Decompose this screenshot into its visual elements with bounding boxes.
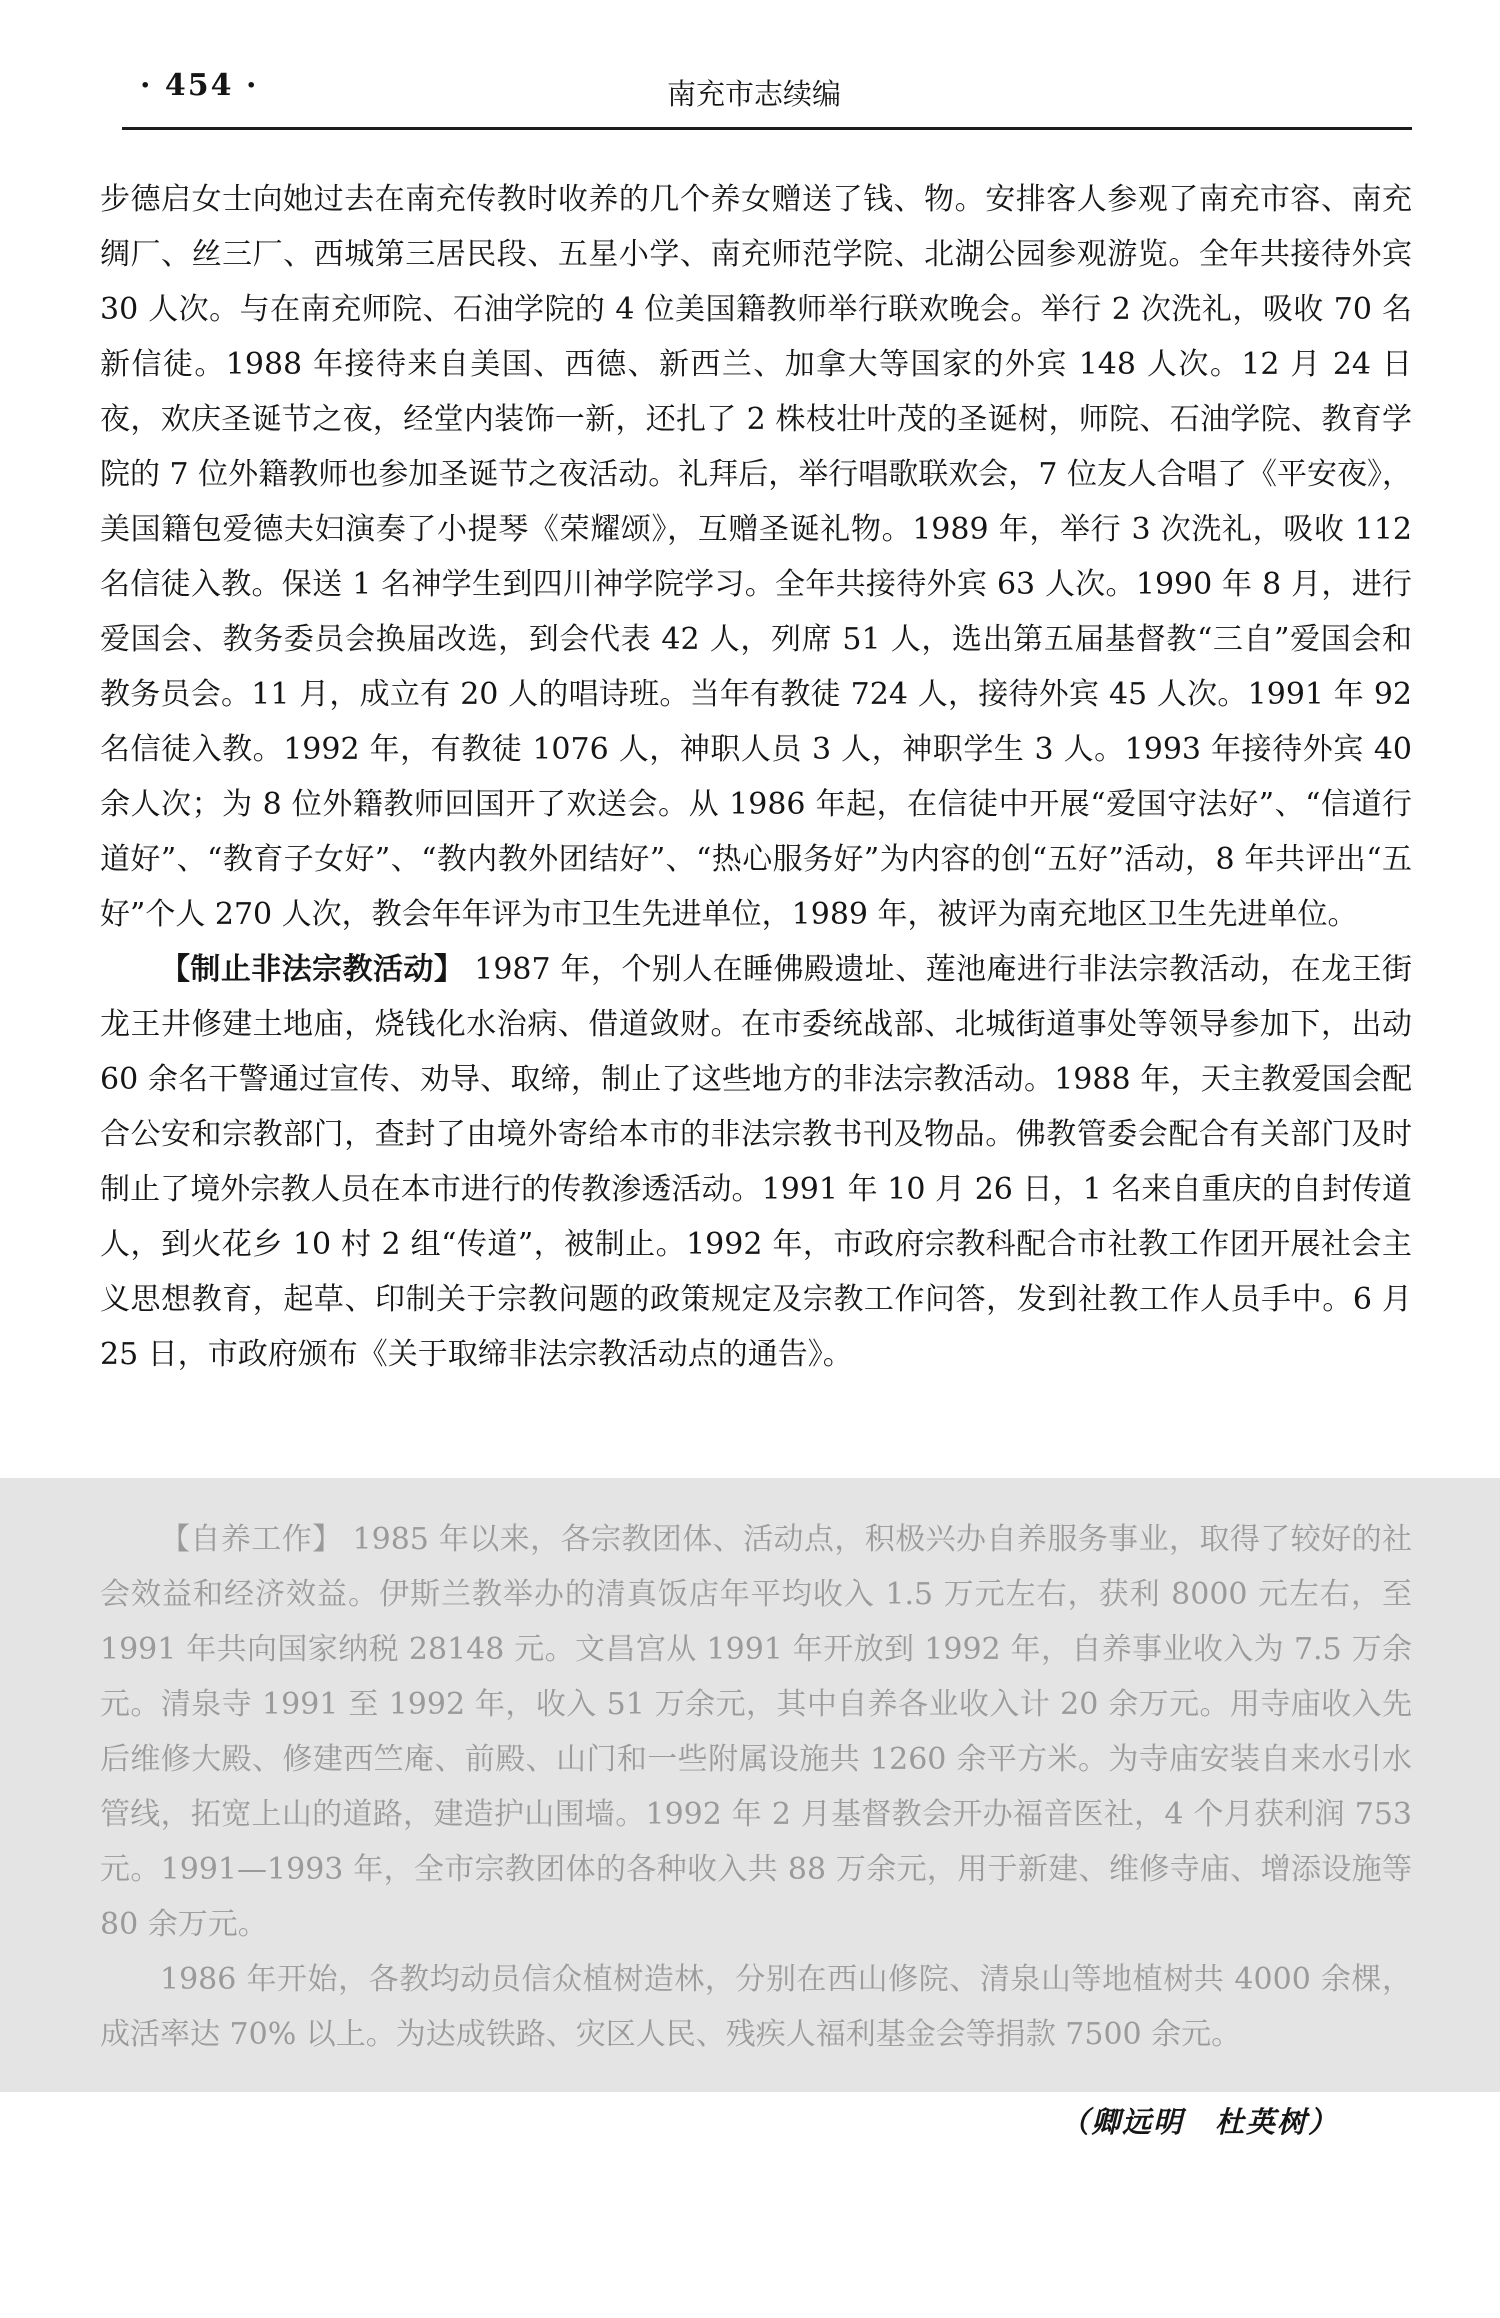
main-text [100,172,1412,1382]
paragraph-self-support [100,1512,1412,1952]
author-byline: （卿远明 杜英树） [1060,2105,1340,2139]
paragraph-tree-planting: 1986 年开始，各教均动员信众植树造林，分别在西山修院、清泉山等地植树共 4000 余棵，成活率达 70% 以上。为达成铁路、灾区人民、残疾人福利基金会等捐款 7500 余元。 [100,1962,1412,2052]
paragraph-illegal-religious-activities [100,942,1412,1382]
paragraph-text: 1985 年以来，各宗教团体、活动点，积极兴办自养服务事业，取得了较好的社会效益和经济效益。伊斯兰教举办的清真饭店年平均收入 1.5 万元左右，获利 8000 元左右，至 1991 年共向国家纳税 28148 元。文昌宫从 1991 年开放到 1992 年，自养事业收入为 7.5 万余元。清泉寺 1991 至 1992 年，收入 51 万余元，其中自养各业收入计 20 余万元。用寺庙收入先后维修大殿、修建西竺庵、前殿、山门和一些附属设施共 1260 余平方米。为寺庙安装自来水引水管线，拓宽上山的道路，建造护山围墙。1992 年 2 月基督教会开办福音医社，4 个月获利润 753 元。1991—1993 年，全市宗教团体的各种收入共 88 万余元，用于新建、维修寺庙、增添设施等 80 余万元。 [100,1522,1413,1942]
page-number: · 454 · [140,68,259,103]
faded-text-block [100,1512,1412,2062]
running-title: 南充市志续编 [667,77,842,111]
paragraph-christian-activities: 步德启女士向她过去在南充传教时收养的几个养女赠送了钱、物。安排客人参观了南充市容、南充绸厂、丝三厂、西城第三居民段、五星小学、南充师范学院、北湖公园参观游览。全年共接待外宾 30 人次。与在南充师院、石油学院的 4 位美国籍教师举行联欢晚会。举行 2 次洗礼，吸收 70 名新信徒。1988 年接待来自美国、西德、新西兰、加拿大等国家的外宾 148 人次。12 月 24 日夜，欢庆圣诞节之夜，经堂内装饰一新，还扎了 2 株枝壮叶茂的圣诞树，师院、石油学院、教育学院的 7 位外籍教师也参加圣诞节之夜活动。礼拜后，举行唱歌联欢会，7 位友人合唱了《平安夜》，美国籍包爱德夫妇演奏了小提琴《荣耀颂》，互赠圣诞礼物。1989 年，举行 3 次洗礼，吸收 112 名信徒入教。保送 1 名神学生到四川神学院学习。全年共接待外宾 63 人次。1990 年 8 月，进行爱国会、教务委员会换届改选，到会代表 42 人，列席 51 人，选出第五届基督教“三自”爱国会和教务员会。11 月，成立有 20 人的唱诗班。当年有教徒 724 人，接待外宾 45 人次。1991 年 92 名信徒入教。1992 年，有教徒 1076 人，神职人员 3 人，神职学生 3 人。1993 年接待外宾 40 余人次；为 8 位外籍教师回国开了欢送会。从 1986 年起，在信徒中开展“爱国守法好”、“信道行道好”、“教育子女好”、“教内教外团结好”、“热心服务好”为内容的创“五好”活动，8 年共评出“五好”个人 270 人次，教会年年评为市卫生先进单位，1989 年，被评为南充地区卫生先进单位。 [100,182,1413,932]
section-heading-illegal-activities: 【制止非法宗教活动】 [160,952,465,987]
paragraph-text: 1987 年，个别人在睡佛殿遗址、莲池庵进行非法宗教活动，在龙王街龙王井修建土地庙，烧钱化水治病、借道敛财。在市委统战部、北城街道事处等领导参加下，出动 60 余名干警通过宣传、劝导、取缔，制止了这些地方的非法宗教活动。1988 年，天主教爱国会配合公安和宗教部门，查封了由境外寄给本市的非法宗教书刊及物品。佛教管委会配合有关部门及时制止了境外宗教人员在本市进行的传教渗透活动。1991 年 10 月 26 日，1 名来自重庆的自封传道人，到火花乡 10 村 2 组“传道”，被制止。1992 年，市政府宗教科配合市社教工作团开展社会主义思想教育，起草、印制关于宗教问题的政策规定及宗教工作问答，发到社教工作人员手中。6 月 25 日，市政府颁布《关于取缔非法宗教活动点的通告》。 [100,952,1413,1372]
section-heading-self-support: 【自养工作】 [160,1522,343,1557]
page-header [122,62,1412,130]
